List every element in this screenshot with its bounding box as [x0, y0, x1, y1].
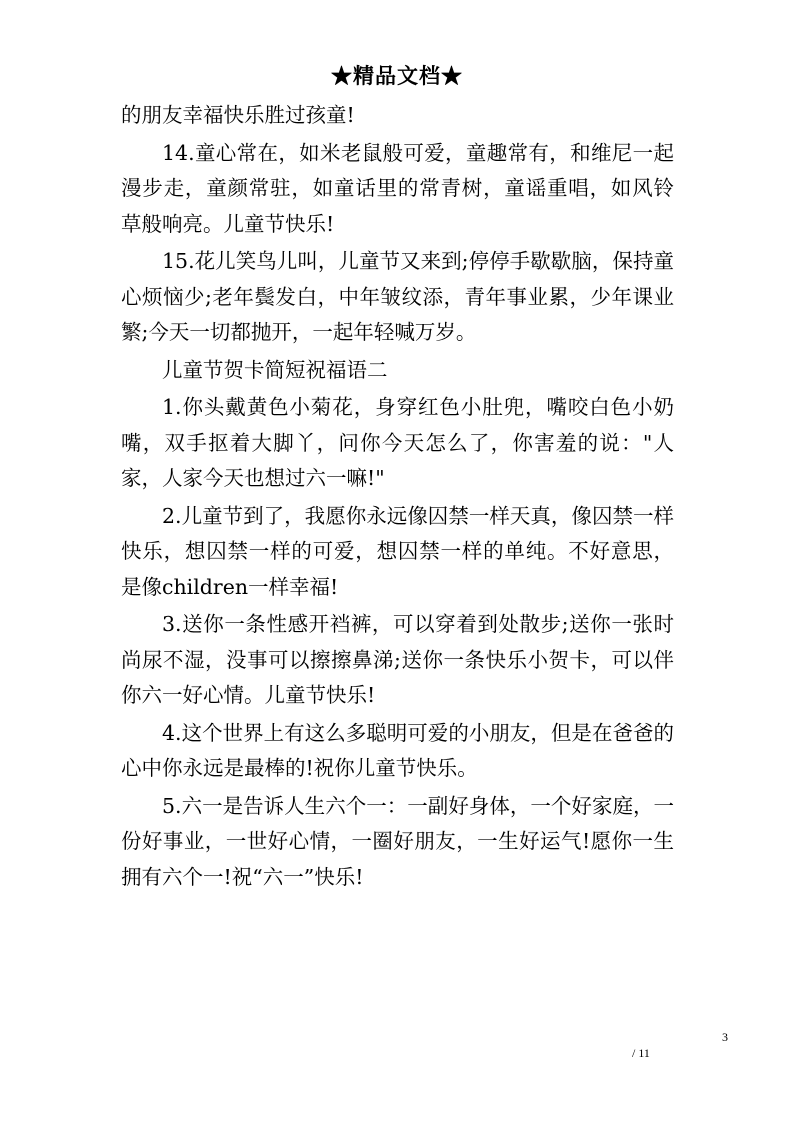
paragraph-item-15: 15.花儿笑鸟儿叫，儿童节又来到;停停手歇歇脑，保持童心烦恼少;老年鬓发白，中年皱纹添，青年事业累，少年课业繁;今天一切都抛开，一起年轻喊万岁。 — [121, 249, 674, 344]
paragraph-item-2: 2.儿童节到了，我愿你永远像囚禁一样天真，像囚禁一样快乐，想囚禁一样的可爱，想囚禁一样的单纯。不好意思，是像children一样幸福! — [121, 503, 674, 599]
section-heading: 儿童节贺卡简短祝福语二 — [162, 357, 388, 382]
paragraph-item-3: 3.送你一条性感开裆裤，可以穿着到处散步;送你一张时尚尿不湿，没事可以擦擦鼻涕;送你一条快乐小贺卡，可以伴你六一好心情。儿童节快乐! — [121, 612, 674, 707]
document-body — [121, 98, 674, 897]
paragraph-continuation: 的朋友幸福快乐胜过孩童! — [121, 103, 355, 127]
page-number: 3 — [722, 1030, 728, 1044]
paragraph-item-4: 4.这个世界上有这么多聪明可爱的小朋友，但是在爸爸的心中你永远是最棒的!祝你儿童节快乐。 — [121, 720, 674, 780]
paragraph-item-1: 1.你头戴黄色小菊花，身穿红色小肚兜，嘴咬白色小奶嘴，双手抠着大脚丫，问你今天怎么了，你害羞的说："人家，人家今天也想过六一嘛!" — [121, 395, 674, 490]
page-header-title: ★精品文档★ — [331, 63, 463, 88]
paragraph-item-5: 5.六一是告诉人生六个一：一副好身体，一个好家庭，一份好事业，一世好心情，一圈好朋友，一生好运气!愿你一生拥有六个一!祝“六一”快乐! — [121, 793, 674, 889]
page-total: / 11 — [632, 1046, 650, 1060]
paragraph-item-14: 14.童心常在，如米老鼠般可爱，童趣常有，和维尼一起漫步走，童颜常驻，如童话里的常青树，童谣重唱，如风铃草般响亮。儿童节快乐! — [121, 140, 674, 236]
